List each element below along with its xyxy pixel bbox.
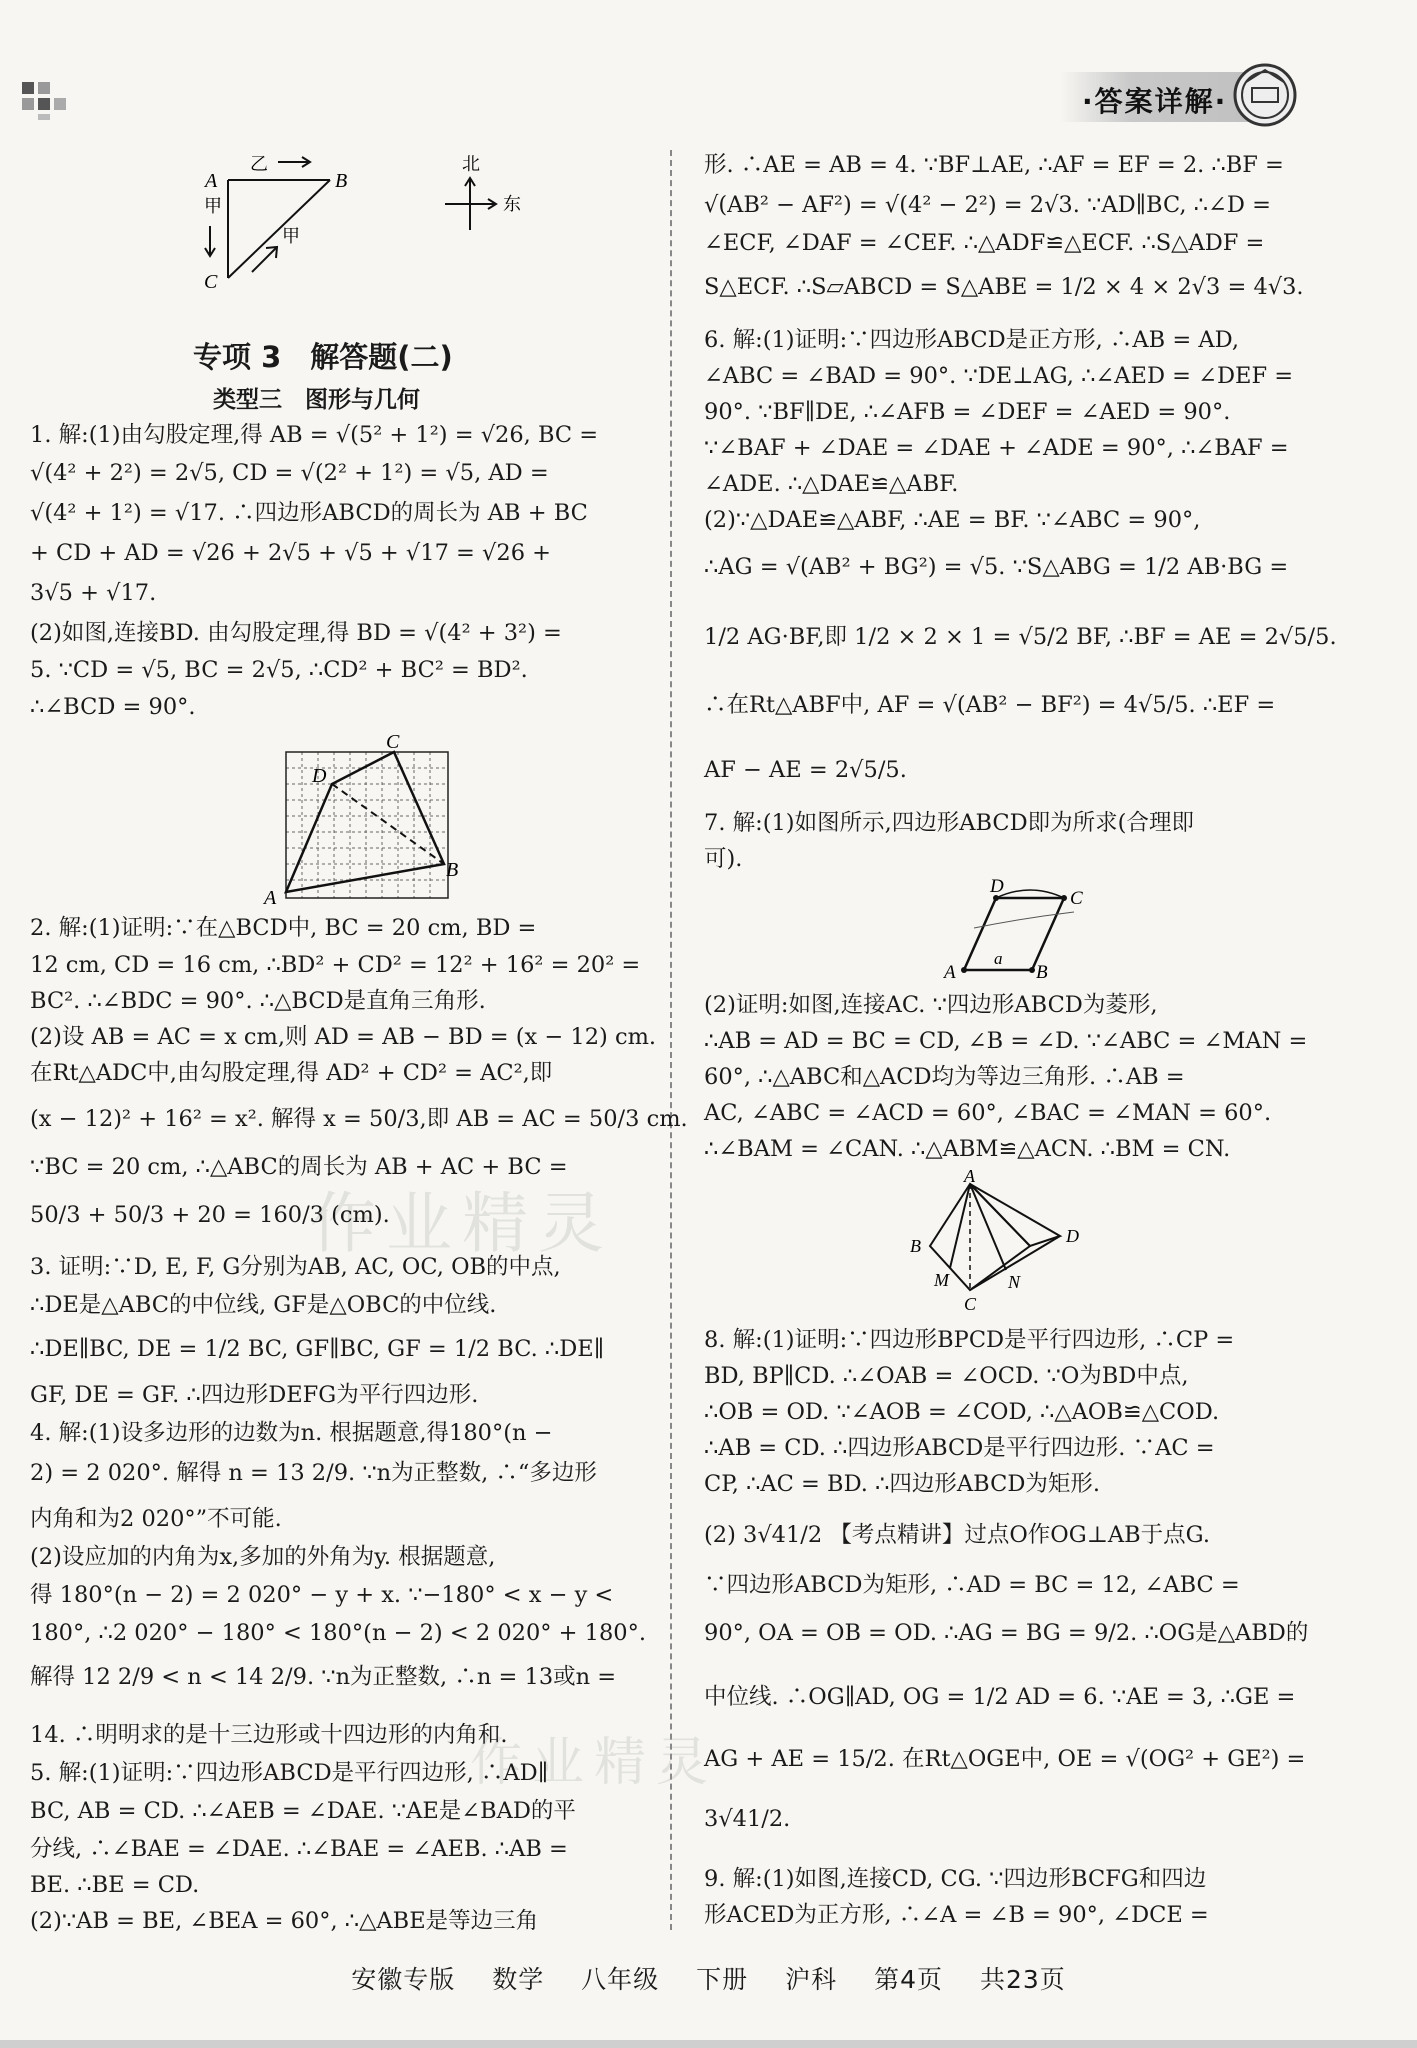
answer-line: ∴∠BAM = ∠CAN. ∴△ABM≌△ACN. ∴BM = CN. (704, 1136, 1231, 1162)
answer-line: BD, BP∥CD. ∴∠OAB = ∠OCD. ∵O为BD中点, (704, 1363, 1189, 1389)
answer-line: ∴∠BCD = 90°. (30, 694, 196, 720)
answer-line: 3√41/2. (704, 1806, 791, 1832)
answer-line: AC, ∠ABC = ∠ACD = 60°, ∠BAC = ∠MAN = 60°. (704, 1100, 1272, 1126)
answer-line: ∴DE是△ABC的中位线, GF是△OBC的中位线. (30, 1292, 497, 1318)
label-D: D (312, 765, 327, 787)
answer-line: ∴AB = CD. ∴四边形ABCD是平行四边形. ∵AC = (704, 1435, 1215, 1461)
corner-decoration (22, 82, 78, 120)
answer-line: 180°, ∴2 020° − 180° < 180°(n − 2) < 2 020° + 180°. (30, 1620, 647, 1646)
answer-line: √(4² + 1²) = √17. ∴四边形ABCD的周长为 AB + BC (30, 500, 588, 526)
answer-line: 50/3 + 50/3 + 20 = 160/3 (cm). (30, 1202, 390, 1228)
answer-line: 2. 解:(1)证明:∵在△BCD中, BC = 20 cm, BD = (30, 915, 537, 941)
answer-line: 14. ∴明明求的是十三边形或十四边形的内角和. (30, 1722, 508, 1748)
answer-line: BE. ∴BE = CD. (30, 1872, 200, 1898)
label-B: B (1036, 962, 1048, 982)
answer-line: (2)如图,连接BD. 由勾股定理,得 BD = √(4² + 3²) = (30, 620, 562, 646)
footer-grade: 八年级 (581, 1965, 660, 1994)
watermark: 作业精灵 (310, 1185, 614, 1262)
answer-line: 3√5 + √17. (30, 580, 157, 606)
answer-line: 5. ∵CD = √5, BC = 2√5, ∴CD² + BC² = BD². (30, 657, 528, 683)
answer-line: 6. 解:(1)证明:∵四边形ABCD是正方形, ∴AB = AD, (704, 327, 1239, 353)
label-A: A (205, 170, 218, 192)
label-B: B (446, 859, 459, 881)
label-C: C (386, 731, 400, 753)
answer-line: 在Rt△ADC中,由勾股定理,得 AD² + CD² = AC²,即 (30, 1060, 553, 1086)
label-jia-1: 甲 (204, 196, 222, 217)
watermark: 作业精灵 (470, 1733, 719, 1793)
answer-line: 90°. ∵BF∥DE, ∴∠AFB = ∠DEF = ∠AED = 90°. (704, 399, 1231, 425)
answer-line: 7. 解:(1)如图所示,四边形ABCD即为所求(合理即 (704, 810, 1194, 836)
answer-line: √(AB² − AF²) = √(4² − 2²) = 2√3. ∵AD∥BC, ∴∠D = (704, 192, 1271, 218)
answer-line: ∴AB = AD = BC = CD, ∠B = ∠D. ∵∠ABC = ∠MAN = (704, 1028, 1308, 1054)
label-A: A (964, 1170, 975, 1186)
section-title: 专项 3 解答题(二) (193, 340, 453, 374)
answer-line: 3. 证明:∵D, E, F, G分别为AB, AC, OC, OB的中点, (30, 1254, 561, 1280)
page-footer (0, 1960, 1417, 1996)
answer-line: ∠ECF, ∠DAF = ∠CEF. ∴△ADF≌△ECF. ∴S△ADF = (704, 230, 1265, 256)
answer-line: (2)设 AB = AC = x cm,则 AD = AB − BD = (x − 12) cm. (30, 1024, 657, 1050)
answer-line: ∠ABC = ∠BAD = 90°. ∵DE⊥AG, ∴∠AED = ∠DEF = (704, 363, 1294, 389)
footer-total-pages: 共23页 (979, 1965, 1066, 1994)
footer-volume: 下册 (696, 1965, 749, 1994)
label-north: 北 (462, 154, 480, 175)
label-B: B (910, 1236, 921, 1256)
answer-line: CP, ∴AC = BD. ∴四边形ABCD为矩形. (704, 1471, 1101, 1497)
answer-line: (2)设应加的内角为x,多加的外角为y. 根据题意, (30, 1544, 496, 1570)
answer-line: ∠ADE. ∴△DAE≌△ABF. (704, 471, 959, 497)
answer-line: ∵∠BAF + ∠DAE = ∠DAE + ∠ADE = 90°, ∴∠BAF = (704, 435, 1289, 461)
label-D: D (1066, 1226, 1079, 1246)
footer-edition: 安徽专版 (351, 1965, 456, 1994)
answer-line: 12 cm, CD = 16 cm, ∴BD² + CD² = 12² + 16² = 20² = (30, 952, 641, 978)
answer-line: 形. ∴AE = AB = 4. ∵BF⊥AE, ∴AF = EF = 2. ∴BF = (704, 152, 1284, 178)
answer-line: 8. 解:(1)证明:∵四边形BPCD是平行四边形, ∴CP = (704, 1327, 1235, 1353)
answer-line: AF − AE = 2√5/5. (704, 757, 907, 783)
answer-line: AG + AE = 15/2. 在Rt△OGE中, OE = √(OG² + GE²) = (704, 1746, 1306, 1772)
label-A: A (944, 962, 956, 982)
rhombus-mn-figure (900, 1170, 1100, 1316)
publisher-logo-icon (1232, 62, 1298, 128)
answer-line: (x − 12)² + 16² = x². 解得 x = 50/3,即 AB = AC = 50/3 cm. (30, 1106, 688, 1132)
answer-line: S△ECF. ∴S▱ABCD = S△ABE = 1/2 × 4 × 2√3 = 4√3. (704, 274, 1304, 300)
footer-page-number: 第4页 (874, 1965, 943, 1994)
label-B: B (335, 170, 348, 192)
section-subtitle: 类型三 图形与几何 (213, 387, 420, 413)
answer-line: (2)∵△DAE≌△ABF, ∴AE = BF. ∵∠ABC = 90°, (704, 507, 1201, 533)
grid-quadrilateral-figure (250, 730, 470, 910)
answer-line: 1. 解:(1)由勾股定理,得 AB = √(5² + 1²) = √26, BC = (30, 422, 599, 448)
answer-line: 60°, ∴△ABC和△ACD均为等边三角形. ∴AB = (704, 1064, 1185, 1090)
answer-line: 90°, OA = OB = OD. ∴AG = BG = 9/2. ∴OG是△ABD的 (704, 1620, 1309, 1646)
answer-line: ∵BC = 20 cm, ∴△ABC的周长为 AB + AC + BC = (30, 1154, 568, 1180)
answer-line: + CD + AD = √26 + 2√5 + √5 + √17 = √26 + (30, 540, 552, 566)
label-yi: 乙 (250, 154, 268, 175)
label-a: a (994, 949, 1003, 968)
footer-subject: 数学 (492, 1965, 545, 1994)
answer-line: 得 180°(n − 2) = 2 020° − y + x. ∵−180° < x − y < (30, 1582, 614, 1608)
answer-line: 5. 解:(1)证明:∵四边形ABCD是平行四边形, ∴AD∥ (30, 1760, 549, 1786)
label-jia-2: 甲 (282, 226, 300, 247)
bottom-rule (0, 2040, 1417, 2048)
answer-line: BC². ∴∠BDC = 90°. ∴△BCD是直角三角形. (30, 988, 486, 1014)
answer-line: ∵四边形ABCD为矩形, ∴AD = BC = 12, ∠ABC = (704, 1572, 1240, 1598)
label-east: 东 (503, 194, 521, 215)
answer-line: 9. 解:(1)如图,连接CD, CG. ∵四边形BCFG和四边 (704, 1866, 1207, 1892)
answer-line: 2) = 2 020°. 解得 n = 13 2/9. ∵n为正整数, ∴“多边形 (30, 1460, 597, 1486)
answer-line: GF, DE = GF. ∴四边形DEFG为平行四边形. (30, 1382, 479, 1408)
direction-diagram (200, 150, 530, 300)
answer-line: 中位线. ∴OG∥AD, OG = 1/2 AD = 6. ∵AE = 3, ∴GE = (704, 1684, 1296, 1710)
column-divider (670, 150, 672, 1930)
label-D: D (990, 878, 1004, 897)
answer-line: 1/2 AG·BF,即 1/2 × 2 × 1 = √5/2 BF, ∴BF = AE = 2√5/5. (704, 624, 1337, 650)
answer-line: (2)证明:如图,连接AC. ∵四边形ABCD为菱形, (704, 992, 1158, 1018)
answer-line: (2)∵AB = BE, ∠BEA = 60°, ∴△ABE是等边三角 (30, 1908, 539, 1934)
answer-line: 内角和为2 020°”不可能. (30, 1506, 282, 1532)
answer-line: 可). (704, 846, 743, 872)
label-C: C (1070, 888, 1083, 909)
answer-line: 形ACED为正方形, ∴∠A = ∠B = 90°, ∠DCE = (704, 1902, 1209, 1928)
answer-line: 解得 12 2/9 < n < 14 2/9. ∵n为正整数, ∴n = 13或n = (30, 1664, 617, 1690)
header-title: ·答案详解· (1082, 85, 1228, 118)
label-C: C (204, 271, 218, 293)
answer-line: ∴在Rt△ABF中, AF = √(AB² − BF²) = 4√5/5. ∴EF = (704, 692, 1276, 718)
answer-line: ∴DE∥BC, DE = 1/2 BC, GF∥BC, GF = 1/2 BC. ∴DE∥ (30, 1336, 605, 1362)
answer-line: 4. 解:(1)设多边形的边数为n. 根据题意,得180°(n − (30, 1420, 553, 1446)
rhombus-construction-figure (934, 878, 1104, 982)
label-N: N (1008, 1272, 1021, 1292)
label-A: A (264, 887, 277, 909)
answer-line: (2) 3√41/2 【考点精讲】过点O作OG⊥AB于点G. (704, 1522, 1210, 1548)
answer-line: √(4² + 2²) = 2√5, CD = √(2² + 1²) = √5, AD = (30, 460, 549, 486)
answer-line: BC, AB = CD. ∴∠AEB = ∠DAE. ∵AE是∠BAD的平 (30, 1798, 576, 1824)
label-M: M (934, 1270, 949, 1290)
answer-line: ∴OB = OD. ∵∠AOB = ∠COD, ∴△AOB≌△COD. (704, 1399, 1220, 1425)
answer-line: 分线, ∴∠BAE = ∠DAE. ∴∠BAE = ∠AEB. ∴AB = (30, 1836, 568, 1862)
footer-publisher: 沪科 (785, 1965, 838, 1994)
answer-line: ∴AG = √(AB² + BG²) = √5. ∵S△ABG = 1/2 AB·BG = (704, 554, 1289, 580)
label-C: C (964, 1294, 977, 1314)
